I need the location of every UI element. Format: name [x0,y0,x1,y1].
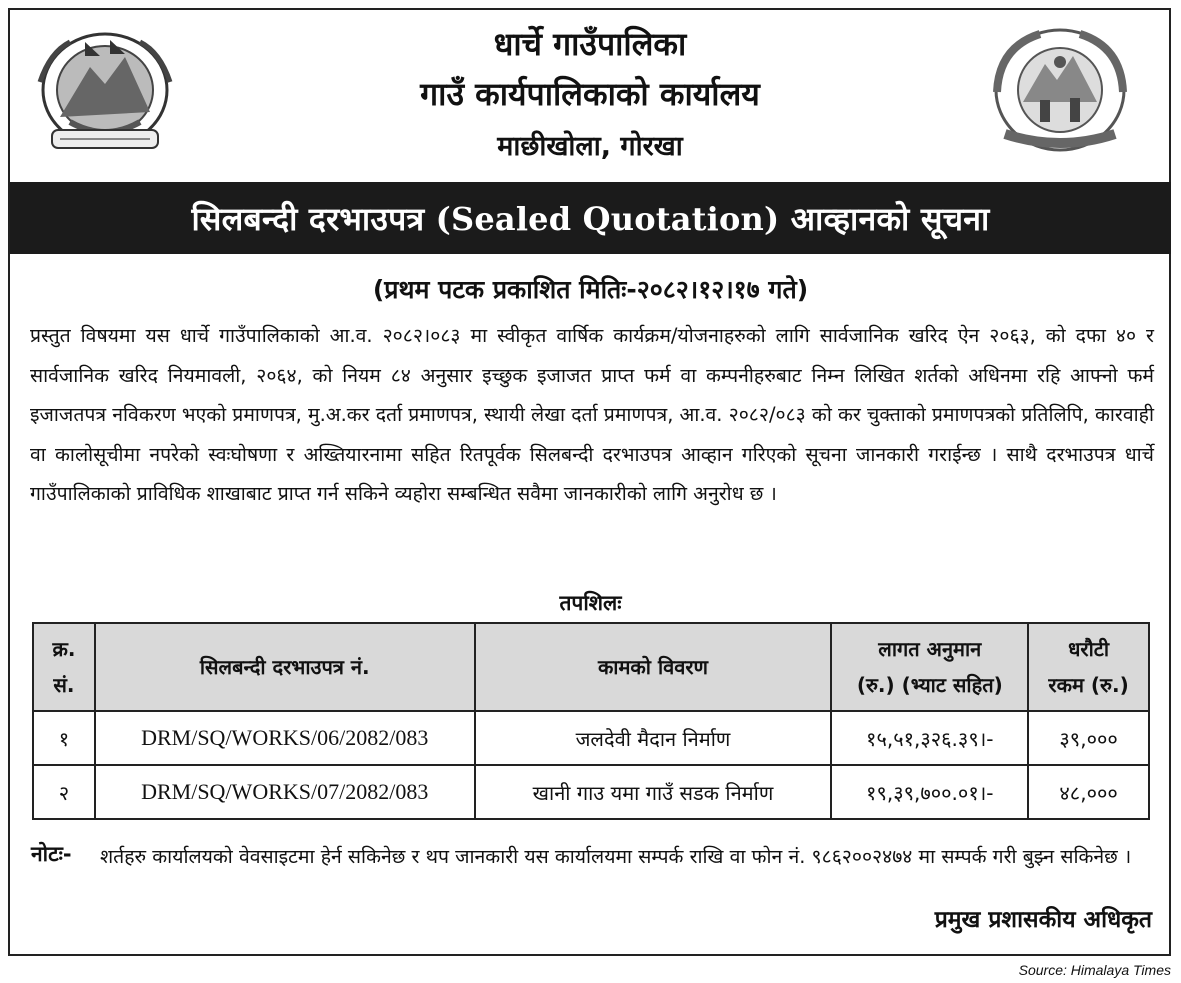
schedule-heading: तपशिलः [559,591,622,615]
cell-quotation-no: DRM/SQ/WORKS/06/2082/083 [95,711,475,765]
table-row [33,765,1149,819]
cell-quotation-no: DRM/SQ/WORKS/07/2082/083 [95,765,475,819]
office-address: माछीखोला, गोरखा [497,131,683,162]
col-header-deposit-line2: रकम (रु.) [1048,673,1129,697]
note-label: नोटः- [31,842,72,866]
col-header-estimate-line2: (रु.) (भ्याट सहित) [856,673,1003,697]
col-header-quotation-no: सिलबन्दी दरभाउपत्र नं. [95,623,475,711]
cell-estimate: १५,५१,३२६.३९।- [831,711,1028,765]
cell-sn: २ [33,765,95,819]
col-header-deposit-line1: धरौटी [1068,637,1110,661]
notice-title-banner [10,182,1171,254]
municipality-logo-icon [985,22,1135,162]
office-name: गाउँ कार्यपालिकाको कार्यालय [420,75,760,113]
col-header-deposit [1028,623,1149,711]
table-row [33,711,1149,765]
cell-description: खानी गाउ यमा गाउँ सडक निर्माण [475,765,832,819]
note-text: शर्तहरु कार्यालयको वेवसाइटमा हेर्न सकिनेछ र थप जानकारी यस कार्यालयमा सम्पर्क राखि वा फोन नं. ९८६२००२४७४ मा सम्पर्क गरी बुझ्न सकिनेछ । [100,845,1132,868]
quotation-table [32,622,1150,820]
col-header-description: कामको विवरण [475,623,832,711]
signatory-title: प्रमुख प्रशासकीय अधिकृत [934,907,1152,933]
col-header-estimate-line1: लागत अनुमान [878,637,982,661]
cell-sn: १ [33,711,95,765]
cell-deposit: ४८,००० [1028,765,1149,819]
table-header-row [33,623,1149,711]
nepal-emblem-icon [30,22,180,162]
col-header-estimate [831,623,1028,711]
publication-date: (प्रथम पटक प्रकाशित मितिः-२०८२।१२।१७ गते) [372,275,809,304]
notice-title: सिलबन्दी दरभाउपत्र (Sealed Quotation) आव्हानको सूचना [191,199,990,238]
cell-deposit: ३९,००० [1028,711,1149,765]
cell-estimate: १९,३९,७००.०१।- [831,765,1028,819]
col-header-sn-line2: सं. [53,673,75,697]
cell-description: जलदेवी मैदान निर्माण [475,711,832,765]
col-header-sn [33,623,95,711]
municipality-name: धार्चे गाउँपालिका [493,25,687,63]
notice-body: प्रस्तुत विषयमा यस धार्चे गाउँपालिकाको आ.व. २०८२।०८३ मा स्वीकृत वार्षिक कार्यक्रम/योजनाहरुको लागि सार्वजानिक खरिद ऐन २०६३, को दफा ४० र सार्वजानिक खरिद नियमावली, २०६४, को नियम ८४ अनुसार इच्छुक इजाजत प्राप्त फर्म वा कम्पनीहरुबाट निम्न लिखित शर्तको अधिनमा रहि आफ्नो फर्म इजाजतपत्र नविकरण भएको प्रमाणपत्र, मु.अ.कर दर्ता प्रमाणपत्र, स्थायी लेखा दर्ता प्रमाणपत्र, आ.व. २०८२/०८३ को कर चुक्ताको प्रमाणपत्रको प्रतिलिपि, कारवाही वा कालोसूचीमा नपरेको स्वःघोषणा र अख्तियारनामा सहित रितपूर्वक सिलबन्दी दरभाउपत्र आव्हान गरिएको सूचना जानकारी गराईन्छ । साथै दरभाउपत्र धार्चे गाउँपालिकाको प्राविधिक शाखाबाट प्राप्त गर्न सकिने व्यहोरा सम्बन्धित सवैमा जानकारीको लागि अनुरोध छ । [30,324,1154,506]
source-credit: Source: Himalaya Times [1018,962,1171,978]
col-header-sn-line1: क्र. [52,637,76,661]
